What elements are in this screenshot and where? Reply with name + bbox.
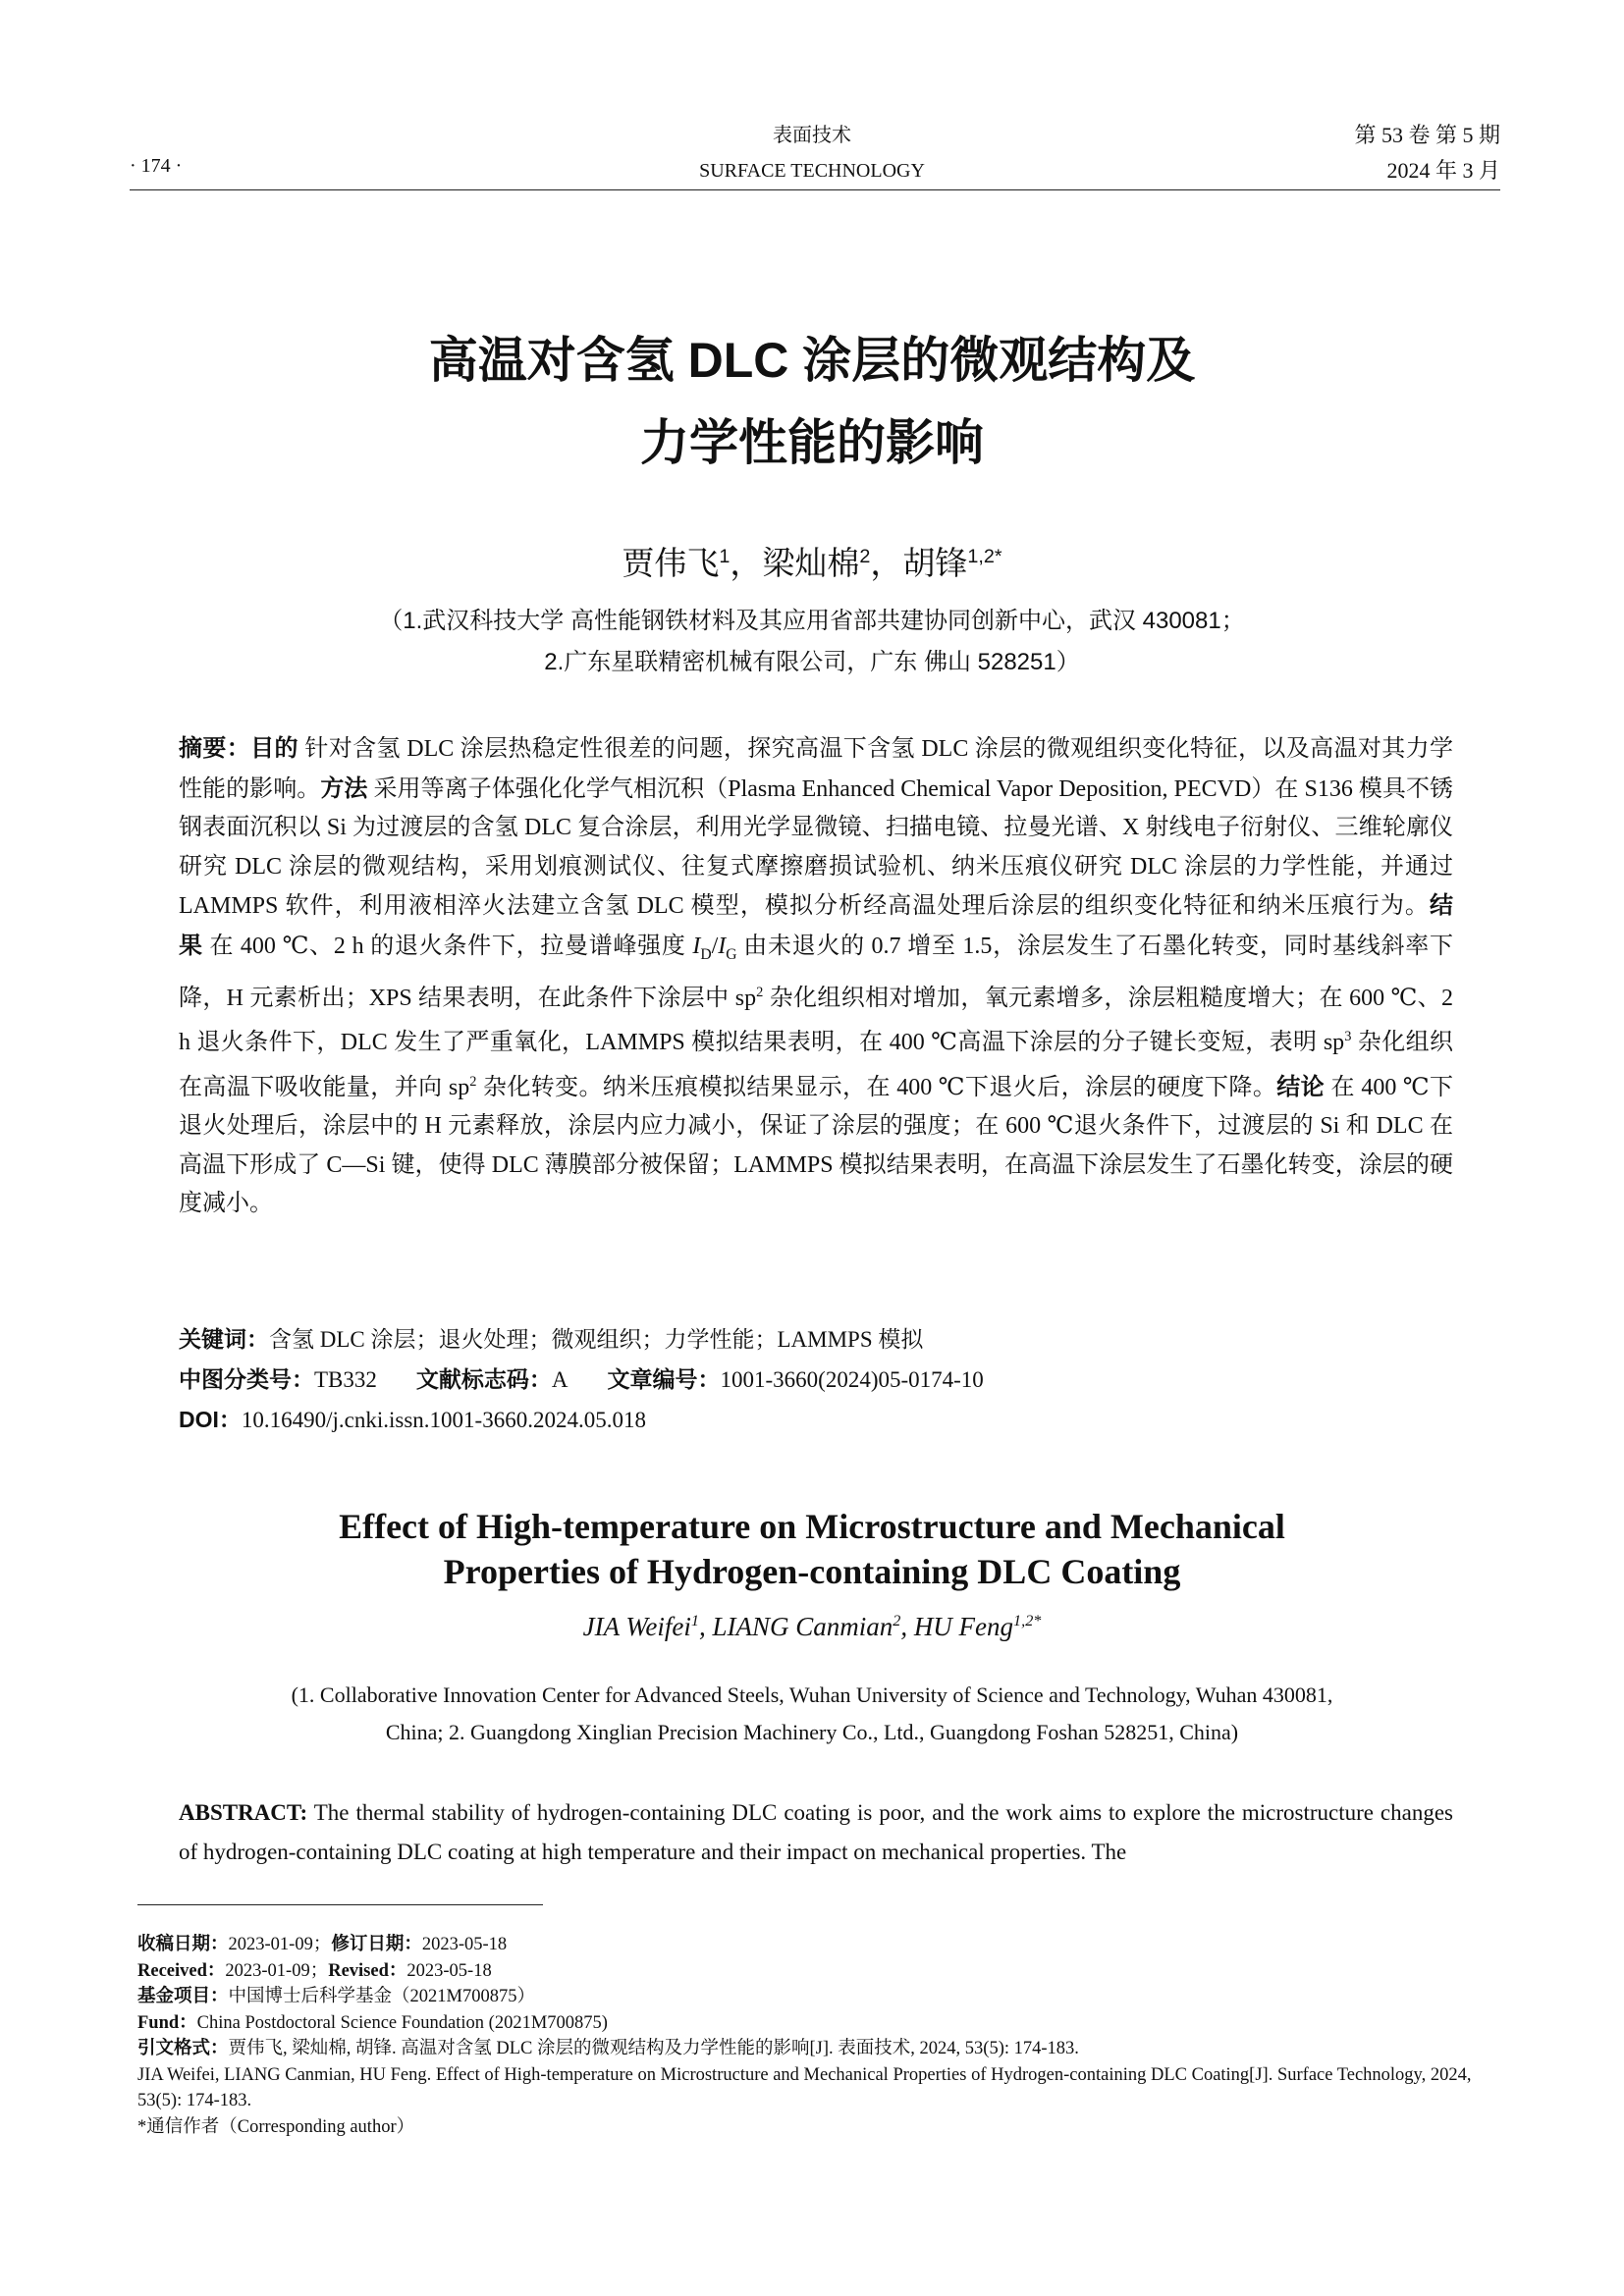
fund-en-label: Fund： (137, 2012, 197, 2033)
revised-cn: 2023-05-18 (421, 1935, 508, 1954)
doc-code-value: A (551, 1367, 568, 1392)
fund-cn (137, 1984, 1512, 2010)
fund-cn-text: 中国博士后科学基金（2021M700875） (228, 1987, 535, 2006)
abstract-label: 摘要： (179, 735, 251, 762)
article-number-label: 文章编号： (607, 1366, 721, 1392)
affiliation-cn (0, 601, 1624, 683)
author-cn-1: 贾伟飞 (622, 545, 720, 581)
author-en-1: JIA Weifei (582, 1612, 691, 1641)
revised-en-label: Revised： (328, 1960, 407, 1981)
clc-value: TB332 (314, 1367, 377, 1392)
classification-line (179, 1360, 1453, 1400)
article-number-value: 1001-3660(2024)05-0174-10 (720, 1367, 984, 1392)
affiliation-en-line1: (1. Collaborative Innovation Center for Advanced Steels, Wuhan University of Science and Technology, Wuhan 430081, (291, 1682, 1333, 1707)
affiliation-cn-line1: （1.武汉科技大学 高性能钢铁材料及其应用省部共建协同创新中心，武汉 430081； (379, 608, 1245, 634)
method-text: 采用等离子体强化化学气相沉积（Plasma Enhanced Chemical Vapor Deposition, PECVD）在 S136 模具不锈钢表面沉积以 Si 为过渡层的含氢 DLC 复合涂层，利用光学显微镜、扫描电镜、拉曼光谱、X 射线电子衍射仪、三维轮廓仪研究 DLC 涂层的微观结构，采用划痕测试仪、往复式摩擦磨损试验机、纳米压痕仪研究 DLC 涂层的力学性能，并通过 LAMMPS 软件，利用液相淬火法建立含氢 DLC 模型，模拟分析经高温处理后涂层的组织变化特征和纳米压痕行为。 (179, 775, 1454, 919)
title-en-line1: Effect of High-temperature on Microstructure and Mechanical (339, 1507, 1285, 1546)
author-cn-3-sup: 1,2* (967, 546, 1002, 567)
journal-name-en: SURFACE TECHNOLOGY (699, 160, 925, 182)
footnotes (137, 1932, 1512, 2140)
revised-cn-label: 修订日期： (331, 1935, 422, 1954)
author-cn-3: 胡锋 (902, 545, 968, 581)
received-cn-label: 收稿日期： (137, 1935, 229, 1954)
abstract-en-label: ABSTRACT: (179, 1800, 308, 1825)
result-text-4: 杂化组织在高温下吸收能量，并向 sp (179, 1030, 1453, 1100)
received-en-label: Received： (137, 1960, 226, 1981)
author-sep: ， (730, 545, 763, 581)
corresponding-author-note: *通信作者（Corresponding author） (137, 2116, 415, 2137)
author-cn-2: 梁灿棉 (762, 545, 860, 581)
article-meta-cn (179, 1319, 1453, 1440)
footnote-rule (137, 1904, 543, 1905)
ig-sub: G (726, 945, 737, 963)
clc-label: 中图分类号： (179, 1366, 314, 1392)
fund-en-text: China Postdoctoral Science Foundation (2021M700875) (196, 2012, 608, 2033)
author-sep: ， (870, 545, 903, 581)
author-en-2-sup: 2 (893, 1612, 901, 1629)
title-cn-line2: 力学性能的影响 (640, 415, 984, 470)
title-en-line2: Properties of Hydrogen-containing DLC Coating (443, 1552, 1181, 1591)
volume-issue: 第 53 卷 第 5 期 (1354, 123, 1500, 147)
ig-symbol: I (718, 933, 727, 959)
author-en-3: HU Feng (913, 1612, 1014, 1641)
keywords-label: 关键词： (179, 1326, 269, 1352)
doi-label: DOI： (179, 1407, 242, 1432)
result-text-5: 杂化转变。纳米压痕模拟结果显示，在 400 ℃下退火后，涂层的硬度下降。 (476, 1074, 1277, 1100)
issue-info (1354, 118, 1500, 188)
header-rule (130, 189, 1500, 190)
page-number: · 174 · (130, 155, 183, 177)
authors-en: JIA Weifei$^1$, LIANG Canmian$^2$, HU Feng$^{1,2*}$ (582, 1612, 1042, 1641)
purpose-label: 目的 (250, 735, 298, 762)
authors-cn (0, 538, 1624, 584)
result-text-2: 由未退火的 0.7 增至 1.5，涂层发生了石墨化转变，同时基线斜率下降，H 元素析出；XPS 结果表明，在此条件下涂层中 sp (179, 933, 1454, 1011)
issue-date: 2024 年 3 月 (1386, 158, 1500, 183)
doi-line (179, 1400, 1453, 1440)
revised-en: 2023-05-18 (406, 1960, 492, 1981)
fund-en (137, 2010, 1512, 2037)
author-en-3-sup: 1,2* (1013, 1612, 1042, 1629)
author-cn-1-sup: 1 (719, 546, 731, 567)
affiliation-en-line2: China; 2. Guangdong Xinglian Precision Machinery Co., Ltd., Guangdong Foshan 528251, China) (385, 1720, 1239, 1744)
author-cn-2-sup: 2 (859, 546, 871, 567)
citation-cn-text: 贾伟飞, 梁灿棉, 胡锋. 高温对含氢 DLC 涂层的微观结构及力学性能的影响[J]. 表面技术, 2024, 53(5): 174-183. (228, 2039, 1079, 2058)
dates-cn (137, 1932, 1512, 1958)
title-en (0, 1504, 1624, 1594)
keywords: 含氢 DLC 涂层；退火处理；微观组织；力学性能；LAMMPS 模拟 (269, 1327, 924, 1352)
citation-cn (137, 2036, 1512, 2062)
id-symbol: I (692, 933, 701, 959)
ratio-slash: / (711, 933, 719, 959)
affiliation-cn-line2: 2.广东星联精密机械有限公司，广东 佛山 528251） (544, 649, 1080, 675)
doc-code-label: 文献标志码： (415, 1366, 552, 1392)
dates-en (137, 1958, 1512, 1985)
journal-name-cn: 表面技术 (773, 125, 851, 146)
keywords-line (179, 1319, 1453, 1360)
abstract-cn (179, 729, 1453, 1224)
received-en: 2023-01-09； (225, 1960, 329, 1981)
conclusion-text: 在 400 ℃下退火处理后，涂层中的 H 元素释放，涂层内应力减小，保证了涂层的强度；在 600 ℃退火条件下，过渡层的 Si 和 DLC 在高温下形成了 C—Si 键，使得 DLC 薄膜部分被保留；LAMMPS 模拟结果表明，在高温下涂层发生了石墨化转变，涂层的硬度减小。 (179, 1074, 1454, 1217)
affiliation-en (0, 1677, 1624, 1751)
abstract-en (179, 1793, 1453, 1872)
received-cn: 2023-01-09； (228, 1935, 332, 1954)
abstract-en-text: The thermal stability of hydrogen-containing DLC coating is poor, and the work aims to explore the microstructure changes of hydrogen-containing DLC coating at high temperature and their impact on mechanical properties. The (179, 1800, 1453, 1864)
author-en-1-sup: 1 (690, 1612, 699, 1629)
id-sub: D (700, 945, 712, 963)
author-en-2: LIANG Canmian (712, 1612, 893, 1641)
title-cn (0, 319, 1624, 484)
sp2-sup: 2 (756, 984, 764, 1000)
title-cn-line1: 高温对含氢 DLC 涂层的微观结构及 (428, 333, 1196, 388)
fund-cn-label: 基金项目： (137, 1987, 229, 2006)
sp3-sup: 3 (1344, 1029, 1352, 1045)
result-label: 结果 (179, 892, 1453, 959)
citation-cn-label: 引文格式： (137, 2039, 229, 2058)
result-text-1: 在 400 ℃、2 h 的退火条件下，拉曼谱峰强度 (209, 933, 693, 959)
purpose-text: 针对含氢 DLC 涂层热稳定性很差的问题，探究高温下含氢 DLC 涂层的微观组织变化特征，以及高温对其力学性能的影响。 (179, 736, 1454, 802)
result-text-3: 杂化组织相对增加，氧元素增多，涂层粗糙度增大；在 600 ℃、2 h 退火条件下，DLC 发生了严重氧化，LAMMPS 模拟结果表明，在 400 ℃高温下涂层的分子键长变短，表明 sp (179, 985, 1453, 1056)
sp2-sup: 2 (469, 1073, 477, 1090)
doi-value: 10.16490/j.cnki.issn.1001-3660.2024.05.018 (241, 1408, 646, 1432)
method-label: 方法 (320, 774, 368, 802)
conclusion-label: 结论 (1276, 1073, 1326, 1100)
citation-en: JIA Weifei, LIANG Canmian, HU Feng. Effect of High-temperature on Microstructure and Mechanical Properties of Hydrogen-containing DLC Coating[J]. Surface Technology, 2024, 53(5): 174-183. (137, 2064, 1472, 2110)
